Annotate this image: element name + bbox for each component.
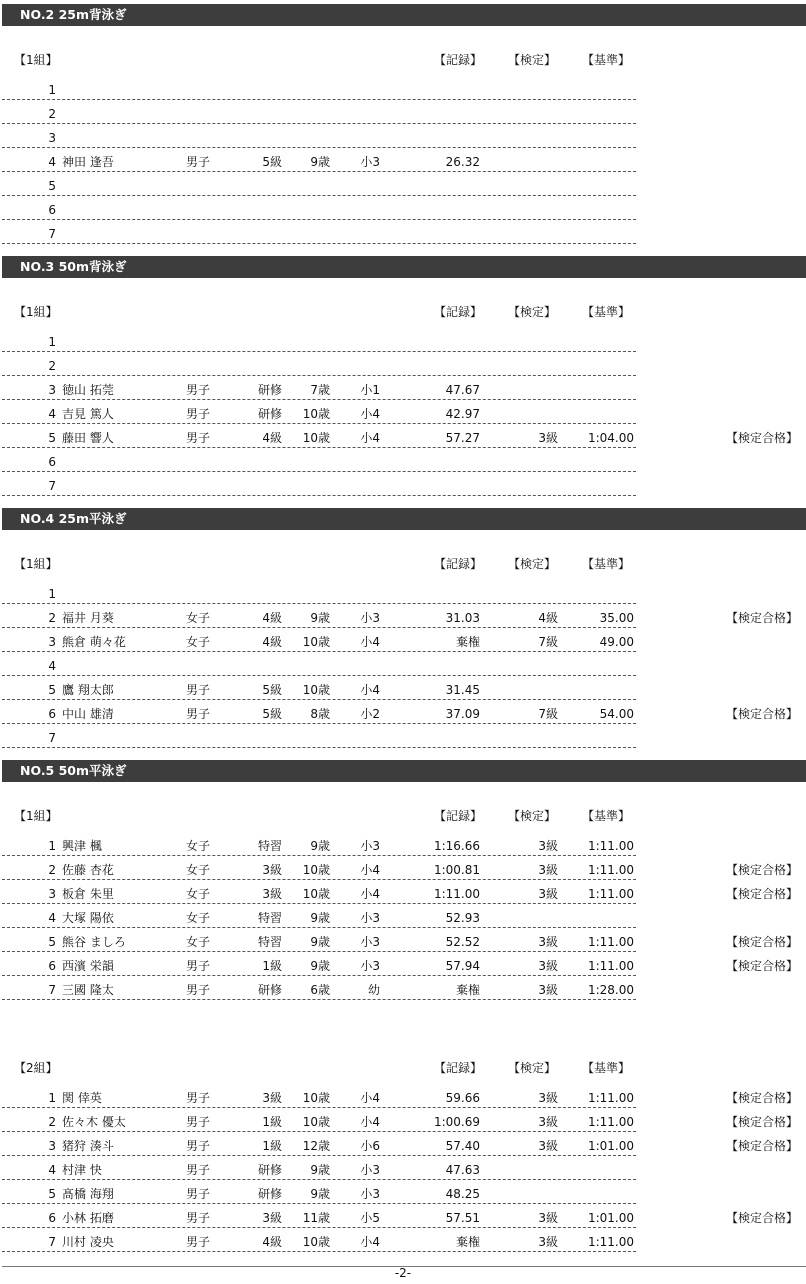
cell-level: 3級 <box>262 1091 282 1105</box>
cell-standard: 1:11.00 <box>587 1235 634 1249</box>
cell-level: 特習 <box>257 911 282 925</box>
cell-sex: 男子 <box>186 1187 211 1201</box>
group-header <box>0 304 640 320</box>
cell-record: 1:16.66 <box>433 839 480 853</box>
cell-record: 57.40 <box>445 1139 480 1153</box>
lane-row <box>2 124 636 148</box>
cell-record: 31.03 <box>445 611 480 625</box>
lane-row <box>2 172 636 196</box>
column-header-exam: 【検定】 <box>508 53 557 67</box>
cell-level: 3級 <box>262 887 282 901</box>
lane-row <box>2 1132 798 1156</box>
lane-row <box>2 928 798 952</box>
group-header <box>0 1060 640 1076</box>
cell-grade: 小4 <box>360 887 380 901</box>
cell-grade: 小2 <box>360 707 380 721</box>
cell-record: 57.94 <box>445 959 480 973</box>
cell-lane: 3 <box>48 131 56 145</box>
cell-pass: 【検定合格】 <box>725 1139 798 1153</box>
cell-level: 特習 <box>257 935 282 949</box>
page-number: -2- <box>394 1266 412 1280</box>
cell-age: 10歳 <box>302 683 330 697</box>
cell-lane: 1 <box>48 839 56 853</box>
cell-exam: 3級 <box>538 839 558 853</box>
cell-name: 鷹 翔太郎 <box>62 683 114 697</box>
group-header <box>0 556 640 572</box>
cell-sex: 男子 <box>186 983 211 997</box>
cell-sex: 男子 <box>186 707 211 721</box>
cell-standard: 1:11.00 <box>587 959 634 973</box>
cell-record: 31.45 <box>445 683 480 697</box>
cell-level: 研修 <box>257 1187 282 1201</box>
cell-lane: 6 <box>48 203 56 217</box>
cell-lane: 2 <box>48 107 56 121</box>
cell-standard: 1:28.00 <box>587 983 634 997</box>
group-header <box>0 808 640 824</box>
lane-row <box>2 652 636 676</box>
cell-record: 47.67 <box>445 383 480 397</box>
column-header-record: 【記録】 <box>434 305 483 319</box>
cell-lane: 2 <box>48 1115 56 1129</box>
cell-grade: 小4 <box>360 863 380 877</box>
cell-name: 興津 楓 <box>62 839 102 853</box>
cell-level: 研修 <box>257 407 282 421</box>
cell-sex: 女子 <box>186 911 211 925</box>
lane-row <box>2 724 636 748</box>
cell-lane: 1 <box>48 587 56 601</box>
cell-sex: 男子 <box>186 1091 211 1105</box>
lane-row <box>2 76 636 100</box>
cell-record: 棄権 <box>455 983 480 997</box>
cell-record: 1:00.69 <box>433 1115 480 1129</box>
cell-exam: 3級 <box>538 431 558 445</box>
cell-name: 吉見 篤人 <box>62 407 114 421</box>
cell-standard: 1:11.00 <box>587 863 634 877</box>
cell-record: 57.27 <box>445 431 480 445</box>
cell-age: 10歳 <box>302 1235 330 1249</box>
cell-age: 9歳 <box>310 959 330 973</box>
cell-sex: 男子 <box>186 1139 211 1153</box>
cell-grade: 小3 <box>360 1187 380 1201</box>
cell-exam: 3級 <box>538 1211 558 1225</box>
cell-age: 10歳 <box>302 635 330 649</box>
cell-age: 8歳 <box>310 707 330 721</box>
cell-lane: 4 <box>48 407 56 421</box>
column-header-record: 【記録】 <box>434 557 483 571</box>
cell-sex: 女子 <box>186 887 211 901</box>
cell-level: 研修 <box>257 383 282 397</box>
cell-grade: 小6 <box>360 1139 380 1153</box>
cell-age: 9歳 <box>310 611 330 625</box>
cell-record: 57.51 <box>445 1211 480 1225</box>
cell-lane: 1 <box>48 83 56 97</box>
group-header <box>0 52 640 68</box>
group-label: 【1組】 <box>14 809 58 823</box>
cell-name: 神田 逢吾 <box>62 155 114 169</box>
cell-lane: 2 <box>48 359 56 373</box>
cell-lane: 5 <box>48 683 56 697</box>
cell-record: 棄権 <box>455 1235 480 1249</box>
cell-pass: 【検定合格】 <box>725 935 798 949</box>
cell-sex: 女子 <box>186 611 211 625</box>
cell-pass: 【検定合格】 <box>725 431 798 445</box>
cell-age: 10歳 <box>302 1115 330 1129</box>
cell-level: 4級 <box>262 431 282 445</box>
cell-grade: 小3 <box>360 959 380 973</box>
lane-row <box>2 1180 636 1204</box>
lane-row <box>2 700 798 724</box>
lane-row <box>2 196 636 220</box>
lane-row <box>2 424 798 448</box>
cell-grade: 小3 <box>360 611 380 625</box>
cell-name: 藤田 響人 <box>62 431 114 445</box>
cell-grade: 小4 <box>360 635 380 649</box>
cell-name: 熊谷 ましろ <box>62 935 126 949</box>
lane-row <box>2 832 636 856</box>
cell-age: 10歳 <box>302 1091 330 1105</box>
cell-sex: 女子 <box>186 863 211 877</box>
cell-standard: 1:01.00 <box>587 1211 634 1225</box>
column-header-standard: 【基準】 <box>582 809 631 823</box>
lane-row <box>2 400 636 424</box>
cell-record: 48.25 <box>445 1187 480 1201</box>
cell-standard: 1:01.00 <box>587 1139 634 1153</box>
cell-exam: 3級 <box>538 1115 558 1129</box>
cell-exam: 3級 <box>538 887 558 901</box>
cell-age: 10歳 <box>302 887 330 901</box>
column-header-record: 【記録】 <box>434 809 483 823</box>
cell-exam: 7級 <box>538 707 558 721</box>
column-header-standard: 【基準】 <box>582 1061 631 1075</box>
cell-lane: 6 <box>48 959 56 973</box>
cell-record: 52.52 <box>445 935 480 949</box>
cell-level: 5級 <box>262 155 282 169</box>
cell-level: 4級 <box>262 611 282 625</box>
lane-row <box>2 328 636 352</box>
cell-grade: 小3 <box>360 911 380 925</box>
cell-sex: 男子 <box>186 1163 211 1177</box>
cell-sex: 男子 <box>186 1235 211 1249</box>
cell-name: 小林 拓磨 <box>62 1211 114 1225</box>
lane-row <box>2 148 636 172</box>
cell-sex: 女子 <box>186 935 211 949</box>
cell-sex: 男子 <box>186 431 211 445</box>
lane-row <box>2 448 636 472</box>
cell-record: 37.09 <box>445 707 480 721</box>
cell-exam: 3級 <box>538 863 558 877</box>
cell-lane: 7 <box>48 731 56 745</box>
group-label: 【1組】 <box>14 557 58 571</box>
group-label: 【1組】 <box>14 305 58 319</box>
cell-lane: 5 <box>48 431 56 445</box>
cell-level: 1級 <box>262 959 282 973</box>
cell-sex: 男子 <box>186 1211 211 1225</box>
cell-pass: 【検定合格】 <box>725 887 798 901</box>
cell-standard: 1:04.00 <box>587 431 634 445</box>
cell-level: 3級 <box>262 863 282 877</box>
cell-standard: 1:11.00 <box>587 1115 634 1129</box>
cell-sex: 女子 <box>186 839 211 853</box>
cell-age: 12歳 <box>302 1139 330 1153</box>
lane-row <box>2 976 636 1000</box>
cell-age: 10歳 <box>302 431 330 445</box>
cell-record: 26.32 <box>445 155 480 169</box>
cell-sex: 男子 <box>186 383 211 397</box>
cell-standard: 49.00 <box>599 635 634 649</box>
cell-lane: 4 <box>48 911 56 925</box>
cell-name: 村津 快 <box>62 1163 102 1177</box>
cell-grade: 小4 <box>360 1115 380 1129</box>
cell-pass: 【検定合格】 <box>725 707 798 721</box>
cell-lane: 3 <box>48 887 56 901</box>
lane-row <box>2 100 636 124</box>
event-title-bar: NO.2 25m背泳ぎ <box>2 4 806 26</box>
event-title-bar: NO.5 50m平泳ぎ <box>2 760 806 782</box>
cell-pass: 【検定合格】 <box>725 1091 798 1105</box>
cell-exam: 3級 <box>538 959 558 973</box>
cell-record: 52.93 <box>445 911 480 925</box>
cell-level: 1級 <box>262 1139 282 1153</box>
cell-pass: 【検定合格】 <box>725 1115 798 1129</box>
cell-level: 4級 <box>262 635 282 649</box>
cell-exam: 3級 <box>538 1091 558 1105</box>
cell-name: 猪狩 湊斗 <box>62 1139 114 1153</box>
cell-age: 10歳 <box>302 863 330 877</box>
cell-level: 5級 <box>262 707 282 721</box>
cell-lane: 6 <box>48 707 56 721</box>
cell-lane: 4 <box>48 659 56 673</box>
cell-level: 特習 <box>257 839 282 853</box>
column-header-exam: 【検定】 <box>508 809 557 823</box>
cell-name: 川村 凌央 <box>62 1235 114 1249</box>
cell-grade: 小4 <box>360 407 380 421</box>
cell-sex: 男子 <box>186 1115 211 1129</box>
cell-record: 棄権 <box>455 635 480 649</box>
cell-grade: 小4 <box>360 1235 380 1249</box>
cell-age: 9歳 <box>310 1163 330 1177</box>
cell-grade: 小4 <box>360 431 380 445</box>
cell-lane: 2 <box>48 611 56 625</box>
cell-grade: 小3 <box>360 935 380 949</box>
cell-lane: 3 <box>48 635 56 649</box>
cell-lane: 1 <box>48 335 56 349</box>
event-title-bar: NO.4 25m平泳ぎ <box>2 508 806 530</box>
cell-lane: 2 <box>48 863 56 877</box>
cell-exam: 3級 <box>538 983 558 997</box>
lane-row <box>2 1204 798 1228</box>
cell-lane: 7 <box>48 1235 56 1249</box>
cell-lane: 1 <box>48 1091 56 1105</box>
cell-standard: 1:11.00 <box>587 1091 634 1105</box>
column-header-record: 【記録】 <box>434 53 483 67</box>
cell-sex: 男子 <box>186 155 211 169</box>
lane-row <box>2 628 636 652</box>
lane-row <box>2 676 636 700</box>
lane-row <box>2 220 636 244</box>
cell-grade: 小5 <box>360 1211 380 1225</box>
lane-row <box>2 604 798 628</box>
cell-name: 熊倉 萌々花 <box>62 635 126 649</box>
cell-grade: 小3 <box>360 1163 380 1177</box>
cell-name: 佐々木 優太 <box>62 1115 126 1129</box>
lane-row <box>2 1156 636 1180</box>
cell-exam: 3級 <box>538 1235 558 1249</box>
group-label: 【2組】 <box>14 1061 58 1075</box>
column-header-standard: 【基準】 <box>582 305 631 319</box>
cell-name: 関 倖英 <box>62 1091 102 1105</box>
cell-exam: 3級 <box>538 935 558 949</box>
cell-lane: 4 <box>48 155 56 169</box>
cell-grade: 小4 <box>360 1091 380 1105</box>
cell-pass: 【検定合格】 <box>725 863 798 877</box>
lane-row <box>2 1228 636 1252</box>
cell-grade: 小4 <box>360 683 380 697</box>
cell-lane: 5 <box>48 179 56 193</box>
cell-grade: 小1 <box>360 383 380 397</box>
cell-record: 42.97 <box>445 407 480 421</box>
cell-name: 大塚 陽依 <box>62 911 114 925</box>
cell-exam: 4級 <box>538 611 558 625</box>
cell-sex: 女子 <box>186 635 211 649</box>
lane-row <box>2 952 798 976</box>
cell-age: 9歳 <box>310 155 330 169</box>
cell-lane: 5 <box>48 935 56 949</box>
cell-name: 徳山 拓莞 <box>62 383 114 397</box>
cell-pass: 【検定合格】 <box>725 611 798 625</box>
cell-sex: 男子 <box>186 407 211 421</box>
cell-age: 10歳 <box>302 407 330 421</box>
cell-lane: 7 <box>48 227 56 241</box>
cell-age: 9歳 <box>310 839 330 853</box>
cell-level: 5級 <box>262 683 282 697</box>
cell-name: 西濱 栄韻 <box>62 959 114 973</box>
cell-age: 11歳 <box>302 1211 330 1225</box>
cell-lane: 5 <box>48 1187 56 1201</box>
cell-sex: 男子 <box>186 959 211 973</box>
cell-age: 9歳 <box>310 1187 330 1201</box>
cell-lane: 7 <box>48 479 56 493</box>
cell-record: 1:11.00 <box>433 887 480 901</box>
column-header-standard: 【基準】 <box>582 53 631 67</box>
cell-record: 1:00.81 <box>433 863 480 877</box>
cell-name: 福井 月葵 <box>62 611 114 625</box>
lane-row <box>2 472 636 496</box>
cell-grade: 小3 <box>360 155 380 169</box>
cell-lane: 7 <box>48 983 56 997</box>
cell-name: 髙橋 海翔 <box>62 1187 114 1201</box>
cell-exam: 3級 <box>538 1139 558 1153</box>
column-header-exam: 【検定】 <box>508 1061 557 1075</box>
event-title-bar: NO.3 50m背泳ぎ <box>2 256 806 278</box>
cell-lane: 6 <box>48 455 56 469</box>
cell-age: 6歳 <box>310 983 330 997</box>
cell-age: 9歳 <box>310 935 330 949</box>
lane-row <box>2 580 636 604</box>
lane-row <box>2 376 636 400</box>
cell-lane: 3 <box>48 383 56 397</box>
cell-record: 47.63 <box>445 1163 480 1177</box>
cell-lane: 6 <box>48 1211 56 1225</box>
cell-standard: 1:11.00 <box>587 887 634 901</box>
column-header-standard: 【基準】 <box>582 557 631 571</box>
lane-row <box>2 1108 798 1132</box>
cell-lane: 3 <box>48 1139 56 1153</box>
lane-row <box>2 856 798 880</box>
cell-pass: 【検定合格】 <box>725 959 798 973</box>
cell-age: 9歳 <box>310 911 330 925</box>
cell-name: 佐藤 杏花 <box>62 863 114 877</box>
column-header-exam: 【検定】 <box>508 305 557 319</box>
column-header-record: 【記録】 <box>434 1061 483 1075</box>
column-header-exam: 【検定】 <box>508 557 557 571</box>
cell-level: 1級 <box>262 1115 282 1129</box>
lane-row <box>2 904 636 928</box>
cell-standard: 1:11.00 <box>587 839 634 853</box>
cell-age: 7歳 <box>310 383 330 397</box>
cell-grade: 幼 <box>367 983 380 997</box>
cell-level: 4級 <box>262 1235 282 1249</box>
cell-standard: 35.00 <box>599 611 634 625</box>
cell-grade: 小3 <box>360 839 380 853</box>
group-label: 【1組】 <box>14 53 58 67</box>
cell-level: 3級 <box>262 1211 282 1225</box>
cell-level: 研修 <box>257 983 282 997</box>
cell-standard: 54.00 <box>599 707 634 721</box>
cell-standard: 1:11.00 <box>587 935 634 949</box>
lane-row <box>2 1084 798 1108</box>
cell-name: 中山 雄清 <box>62 707 114 721</box>
cell-name: 三國 隆太 <box>62 983 114 997</box>
cell-sex: 男子 <box>186 683 211 697</box>
cell-lane: 4 <box>48 1163 56 1177</box>
cell-exam: 7級 <box>538 635 558 649</box>
cell-level: 研修 <box>257 1163 282 1177</box>
cell-pass: 【検定合格】 <box>725 1211 798 1225</box>
lane-row <box>2 352 636 376</box>
cell-record: 59.66 <box>445 1091 480 1105</box>
lane-row <box>2 880 798 904</box>
cell-name: 板倉 朱里 <box>62 887 114 901</box>
